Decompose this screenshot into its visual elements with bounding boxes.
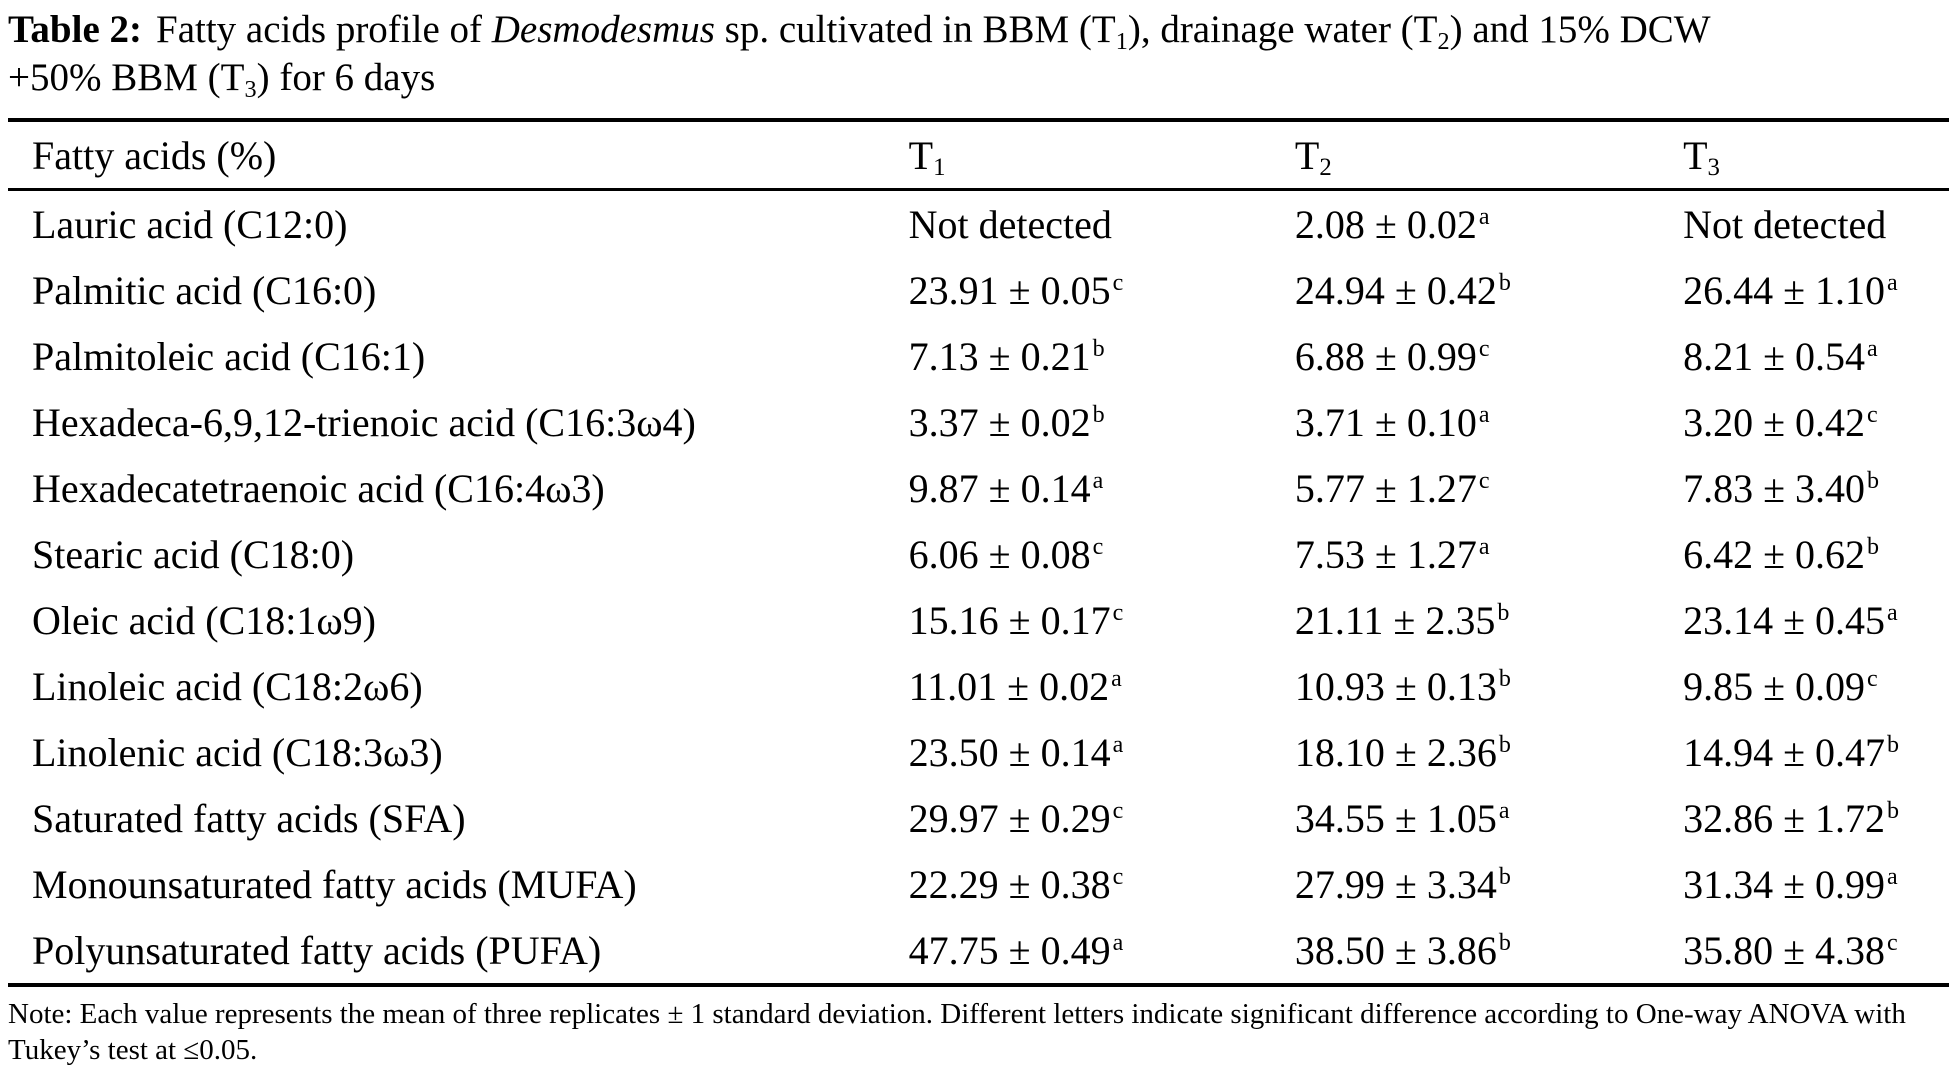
t1-value-cell bbox=[909, 851, 1295, 917]
fatty-acid-name-cell bbox=[8, 455, 909, 521]
t3-value: 7.83 ± 3.40 bbox=[1683, 465, 1866, 511]
t2-value-cell bbox=[1295, 851, 1683, 917]
t3-value: 32.86 ± 1.72 bbox=[1683, 795, 1886, 841]
t1-value-cell bbox=[909, 521, 1295, 587]
header-fatty-acids: Fatty acids (%) bbox=[32, 132, 277, 178]
t3-significance-letter: a bbox=[1867, 336, 1878, 363]
t3-significance-letter: b bbox=[1867, 468, 1880, 495]
t1-value: 29.97 ± 0.29 bbox=[908, 795, 1111, 841]
t2-value: 3.71 ± 0.10 bbox=[1294, 399, 1477, 445]
t3-value: 31.34 ± 0.99 bbox=[1683, 861, 1886, 907]
t2-value: 6.88 ± 0.99 bbox=[1294, 333, 1477, 379]
fatty-acid-name-cell bbox=[8, 389, 909, 455]
t1-significance-letter: c bbox=[1112, 798, 1124, 825]
table-number-label: Table 2: bbox=[8, 8, 143, 51]
t3-subscript: 3 bbox=[244, 75, 257, 103]
t1-value-cell bbox=[909, 455, 1295, 521]
t3-value-cell bbox=[1683, 719, 1949, 785]
fatty-acid-name: Palmitic acid (C16:0) bbox=[32, 267, 377, 313]
fatty-acid-name: Saturated fatty acids (SFA) bbox=[32, 795, 466, 841]
t1-subscript: 1 bbox=[1115, 27, 1128, 55]
t3-value: 3.20 ± 0.42 bbox=[1683, 399, 1866, 445]
t2-significance-letter: b bbox=[1498, 666, 1511, 693]
fatty-acid-name-cell bbox=[8, 719, 909, 785]
fatty-acid-name: Linolenic acid (C18:3ω3) bbox=[32, 729, 443, 775]
t1-significance-letter: a bbox=[1092, 468, 1104, 495]
t1-value-cell bbox=[909, 917, 1295, 985]
t2-value-cell bbox=[1295, 719, 1683, 785]
t2-value: 2.08 ± 0.02 bbox=[1294, 201, 1477, 247]
table-row bbox=[8, 785, 1949, 851]
t1-significance-letter: a bbox=[1112, 930, 1124, 957]
t2-significance-letter: b bbox=[1498, 270, 1511, 297]
t3-value-cell bbox=[1683, 785, 1949, 851]
caption-line-1 bbox=[8, 6, 1949, 54]
t1-significance-letter: a bbox=[1112, 732, 1124, 759]
t2-value: 21.11 ± 2.35 bbox=[1294, 597, 1496, 643]
t2-value: 27.99 ± 3.34 bbox=[1294, 861, 1497, 907]
t3-significance-letter: a bbox=[1887, 600, 1898, 627]
header-t1 bbox=[909, 120, 1295, 190]
caption-text: sp. cultivated in BBM (T bbox=[714, 8, 1116, 51]
t2-value-cell bbox=[1295, 190, 1683, 258]
fatty-acid-name: Oleic acid (C18:1ω9) bbox=[32, 597, 377, 643]
fatty-acids-table bbox=[8, 118, 1949, 987]
t2-value-cell bbox=[1295, 785, 1683, 851]
t3-value: Not detected bbox=[1683, 201, 1887, 247]
fatty-acid-name: Palmitoleic acid (C16:1) bbox=[32, 333, 426, 379]
t1-value-cell bbox=[909, 587, 1295, 653]
t3-significance-letter: c bbox=[1867, 666, 1878, 693]
table-row bbox=[8, 587, 1949, 653]
t2-value-cell bbox=[1295, 587, 1683, 653]
t3-value-cell bbox=[1683, 851, 1949, 917]
t1-significance-letter: c bbox=[1112, 864, 1124, 891]
table-row bbox=[8, 719, 1949, 785]
t1-value: 15.16 ± 0.17 bbox=[908, 597, 1111, 643]
t2-significance-letter: b bbox=[1497, 600, 1510, 627]
table-row bbox=[8, 521, 1949, 587]
fatty-acid-name-cell bbox=[8, 323, 909, 389]
header-t1-sub: 1 bbox=[933, 154, 946, 182]
t2-subscript: 2 bbox=[1437, 27, 1450, 55]
t3-value-cell bbox=[1683, 389, 1949, 455]
fatty-acid-name: Hexadecatetraenoic acid (C16:4ω3) bbox=[32, 465, 605, 511]
t1-value: 3.37 ± 0.02 bbox=[908, 399, 1091, 445]
t3-value-cell bbox=[1683, 917, 1949, 985]
fatty-acid-name-cell bbox=[8, 190, 909, 258]
t3-significance-letter: b bbox=[1887, 732, 1900, 759]
t3-value: 9.85 ± 0.09 bbox=[1683, 663, 1866, 709]
table-row bbox=[8, 190, 1949, 258]
t2-value-cell bbox=[1295, 257, 1683, 323]
t3-value: 26.44 ± 1.10 bbox=[1683, 267, 1886, 313]
t3-value-cell bbox=[1683, 190, 1949, 258]
table-row bbox=[8, 917, 1949, 985]
t3-value: 6.42 ± 0.62 bbox=[1683, 531, 1866, 577]
t3-significance-letter: b bbox=[1887, 798, 1900, 825]
header-t3-sub: 3 bbox=[1707, 154, 1720, 182]
t2-significance-letter: b bbox=[1498, 864, 1511, 891]
t1-significance-letter: b bbox=[1092, 402, 1105, 429]
t2-significance-letter: a bbox=[1478, 402, 1490, 429]
t3-value: 14.94 ± 0.47 bbox=[1683, 729, 1886, 775]
species-name: Desmodesmus bbox=[491, 8, 715, 51]
t2-significance-letter: a bbox=[1478, 534, 1490, 561]
t1-value: 11.01 ± 0.02 bbox=[908, 663, 1110, 709]
header-row bbox=[8, 120, 1949, 190]
t1-value-cell bbox=[909, 653, 1295, 719]
t3-value: 8.21 ± 0.54 bbox=[1683, 333, 1866, 379]
table-row bbox=[8, 323, 1949, 389]
table-row bbox=[8, 851, 1949, 917]
t1-value: Not detected bbox=[908, 201, 1112, 247]
table-row bbox=[8, 455, 1949, 521]
t1-value-cell bbox=[909, 785, 1295, 851]
t3-significance-letter: b bbox=[1867, 534, 1880, 561]
table-row bbox=[8, 653, 1949, 719]
t3-value-cell bbox=[1683, 521, 1949, 587]
t3-value: 23.14 ± 0.45 bbox=[1683, 597, 1886, 643]
t2-value-cell bbox=[1295, 521, 1683, 587]
header-t2-sub: 2 bbox=[1319, 154, 1332, 182]
t2-significance-letter: a bbox=[1498, 798, 1510, 825]
t1-significance-letter: c bbox=[1092, 534, 1104, 561]
caption-text: +50% BBM (T bbox=[8, 56, 245, 99]
fatty-acid-name-cell bbox=[8, 257, 909, 323]
caption-text: ) for 6 days bbox=[256, 56, 436, 99]
fatty-acid-name-cell bbox=[8, 917, 909, 985]
t2-value-cell bbox=[1295, 323, 1683, 389]
fatty-acid-name: Linoleic acid (C18:2ω6) bbox=[32, 663, 423, 709]
t1-significance-letter: b bbox=[1092, 336, 1105, 363]
table-body bbox=[8, 190, 1949, 986]
fatty-acid-name-cell bbox=[8, 851, 909, 917]
t3-significance-letter: a bbox=[1887, 270, 1898, 297]
t3-value-cell bbox=[1683, 587, 1949, 653]
t1-value: 47.75 ± 0.49 bbox=[908, 927, 1111, 973]
t3-significance-letter: c bbox=[1887, 930, 1898, 957]
t1-significance-letter: c bbox=[1112, 270, 1124, 297]
t2-significance-letter: c bbox=[1478, 336, 1490, 363]
t3-value-cell bbox=[1683, 323, 1949, 389]
t1-value: 6.06 ± 0.08 bbox=[908, 531, 1091, 577]
t1-value-cell bbox=[909, 389, 1295, 455]
header-t3-base: T bbox=[1683, 132, 1708, 178]
t1-value: 23.50 ± 0.14 bbox=[908, 729, 1111, 775]
t1-value: 22.29 ± 0.38 bbox=[908, 861, 1111, 907]
fatty-acid-name: Stearic acid (C18:0) bbox=[32, 531, 355, 577]
header-t3 bbox=[1683, 120, 1949, 190]
t3-significance-letter: a bbox=[1887, 864, 1898, 891]
t2-value: 38.50 ± 3.86 bbox=[1294, 927, 1497, 973]
table-footnote: Note: Each value represents the mean of three replicates ± 1 standard deviation. Different letters indicate significant difference according to One-way ANOVA with Tukey’s test at ≤0.05. bbox=[8, 998, 1906, 1066]
t2-significance-letter: a bbox=[1478, 204, 1490, 231]
t2-value: 10.93 ± 0.13 bbox=[1294, 663, 1497, 709]
t2-value-cell bbox=[1295, 653, 1683, 719]
table-row bbox=[8, 389, 1949, 455]
caption-text: ), drainage water (T bbox=[1127, 8, 1438, 51]
t1-value: 7.13 ± 0.21 bbox=[908, 333, 1091, 379]
caption-text: ) and 15% DCW bbox=[1449, 8, 1711, 51]
fatty-acid-name: Lauric acid (C12:0) bbox=[32, 201, 348, 247]
t1-significance-letter: a bbox=[1111, 666, 1122, 693]
t3-value-cell bbox=[1683, 257, 1949, 323]
header-t2-base: T bbox=[1294, 132, 1320, 178]
t1-value-cell bbox=[909, 323, 1295, 389]
t2-value-cell bbox=[1295, 455, 1683, 521]
t3-value-cell bbox=[1683, 653, 1949, 719]
t1-value-cell bbox=[909, 719, 1295, 785]
t1-value-cell bbox=[909, 257, 1295, 323]
fatty-acid-name: Hexadeca-6,9,12-trienoic acid (C16:3ω4) bbox=[32, 399, 696, 445]
t1-significance-letter: c bbox=[1112, 600, 1124, 627]
t3-significance-letter: c bbox=[1867, 402, 1878, 429]
t2-value: 7.53 ± 1.27 bbox=[1294, 531, 1477, 577]
fatty-acid-name: Polyunsaturated fatty acids (PUFA) bbox=[32, 927, 602, 973]
header-t2 bbox=[1295, 120, 1683, 190]
t3-value: 35.80 ± 4.38 bbox=[1683, 927, 1886, 973]
table-row bbox=[8, 257, 1949, 323]
fatty-acid-name-cell bbox=[8, 521, 909, 587]
table-header bbox=[8, 120, 1949, 190]
t2-value-cell bbox=[1295, 389, 1683, 455]
fatty-acid-name-cell bbox=[8, 653, 909, 719]
t2-significance-letter: c bbox=[1478, 468, 1490, 495]
caption-line-2 bbox=[8, 54, 1949, 102]
fatty-acid-name: Monounsaturated fatty acids (MUFA) bbox=[32, 861, 637, 907]
t2-value: 24.94 ± 0.42 bbox=[1294, 267, 1497, 313]
fatty-acid-name-cell bbox=[8, 785, 909, 851]
caption-text: Fatty acids profile of bbox=[156, 8, 492, 51]
t3-value-cell bbox=[1683, 455, 1949, 521]
t2-value: 18.10 ± 2.36 bbox=[1294, 729, 1497, 775]
t1-value: 23.91 ± 0.05 bbox=[908, 267, 1111, 313]
table-caption bbox=[8, 6, 1949, 102]
t2-significance-letter: b bbox=[1498, 930, 1511, 957]
t2-significance-letter: b bbox=[1498, 732, 1511, 759]
t2-value: 34.55 ± 1.05 bbox=[1294, 795, 1497, 841]
fatty-acid-name-cell bbox=[8, 587, 909, 653]
header-t1-base: T bbox=[908, 132, 934, 178]
t2-value: 5.77 ± 1.27 bbox=[1294, 465, 1477, 511]
t1-value-cell bbox=[909, 190, 1295, 258]
t1-value: 9.87 ± 0.14 bbox=[908, 465, 1091, 511]
t2-value-cell bbox=[1295, 917, 1683, 985]
